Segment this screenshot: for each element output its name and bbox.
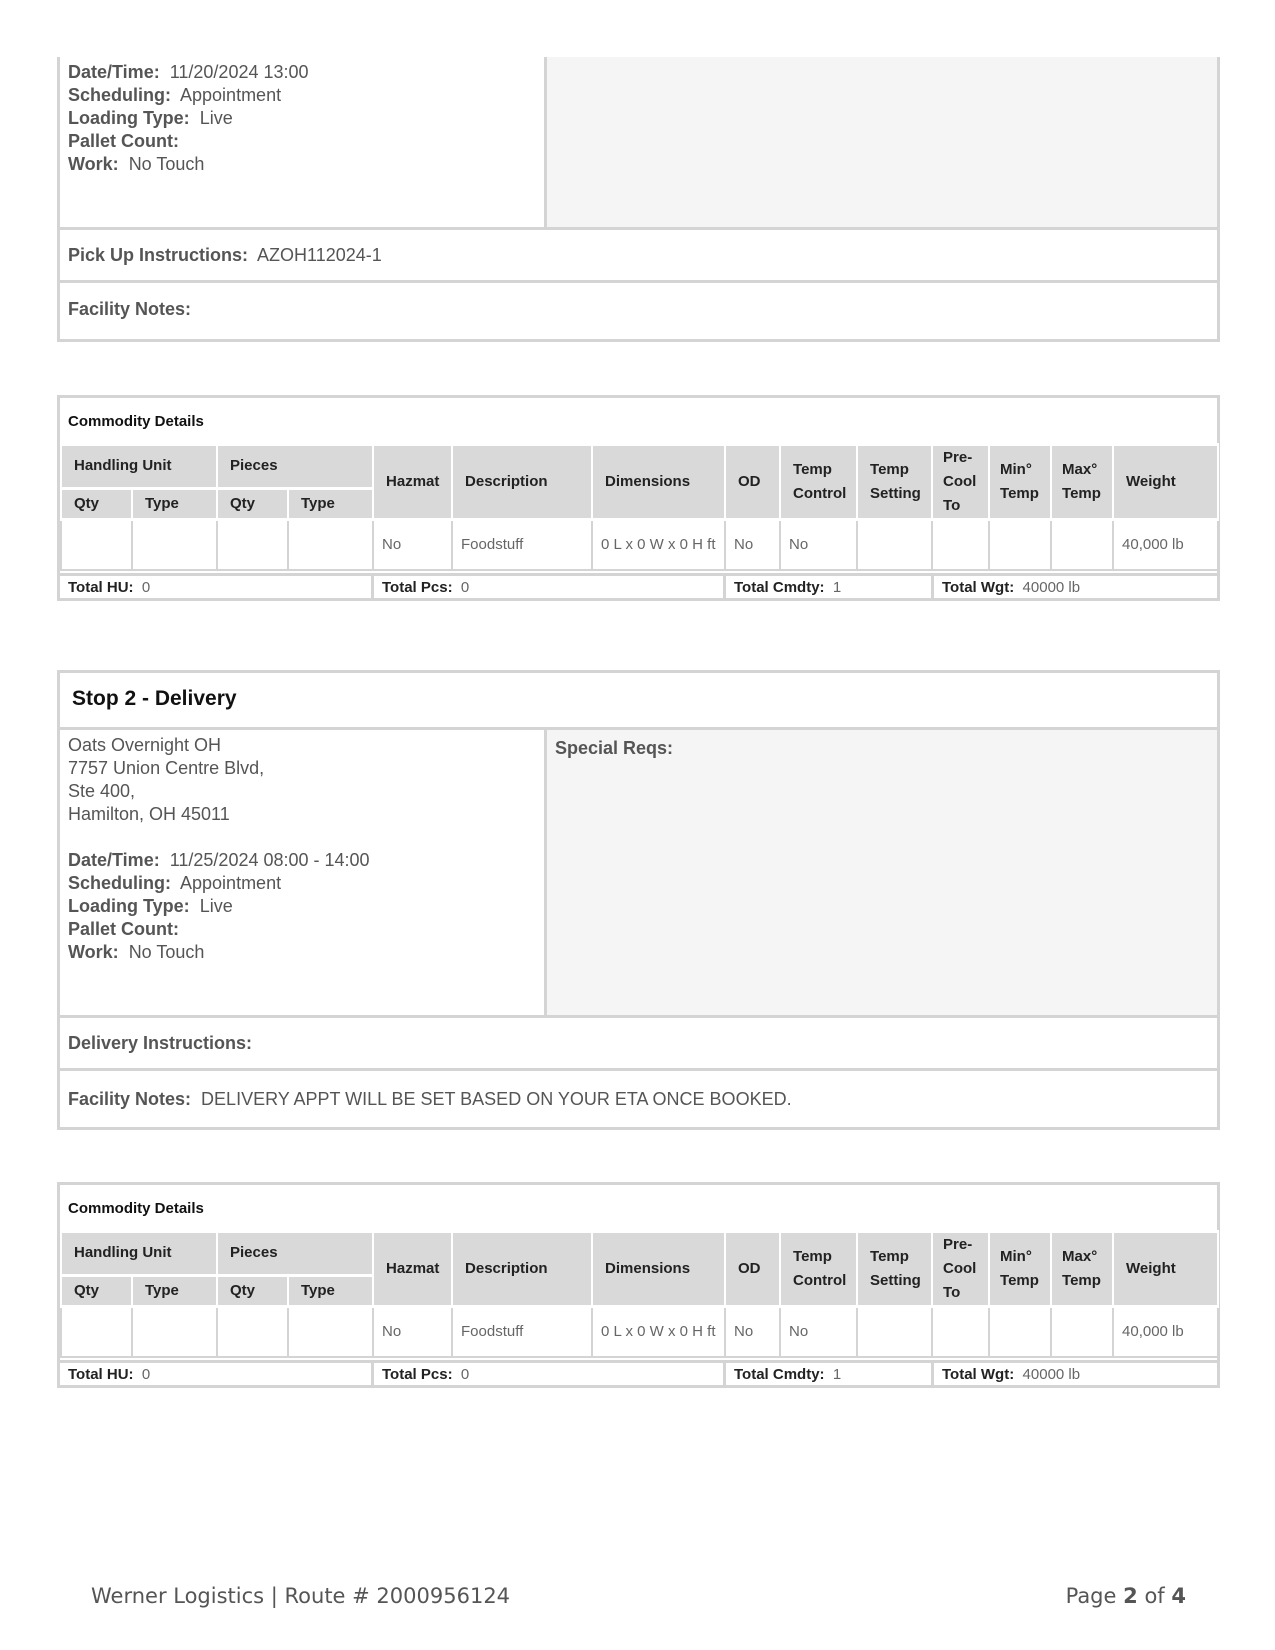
header-dimensions: Dimensions [592, 1232, 725, 1307]
stop1-section [57, 57, 1220, 342]
stop1-instructions [68, 245, 382, 266]
header-hu-type: Type [132, 488, 217, 519]
total-wgt: 40000 lb [1022, 1366, 1081, 1383]
stop2-datetime-label: Date/Time: [68, 850, 160, 870]
cell-pc-qty [217, 1307, 288, 1358]
header-weight: Weight [1113, 445, 1218, 520]
cell-hu-qty [61, 1307, 132, 1358]
header-od: OD [725, 445, 780, 520]
stop2-facility-label: Facility Notes: [68, 1089, 192, 1109]
header-pieces: Pieces [217, 445, 373, 489]
header-description: Description [452, 1232, 592, 1307]
total-hu: 0 [141, 1366, 151, 1383]
cell-pc-type [288, 1307, 373, 1358]
commodity-details-2 [57, 1182, 1220, 1388]
header-hu-qty: Qty [61, 1275, 132, 1306]
cell-max-temp [1051, 520, 1113, 571]
total-hu-label: Total HU: [68, 1366, 134, 1383]
stop2-section [57, 670, 1220, 1130]
commodity-title: Commodity Details [68, 413, 204, 430]
header-max-temp: Max° Temp [1051, 1232, 1113, 1307]
cell-min-temp [989, 1307, 1051, 1358]
header-temp-control: Temp Control [780, 445, 857, 520]
total-wgt-label: Total Wgt: [942, 579, 1015, 596]
page-of: of [1144, 1584, 1165, 1608]
header-temp-setting: Temp Setting [857, 1232, 932, 1307]
stop1-facility-notes [68, 299, 196, 320]
cell-hu-type [132, 520, 217, 571]
cell-temp-setting [857, 520, 932, 571]
header-od: OD [725, 1232, 780, 1307]
header-hu-qty: Qty [61, 488, 132, 519]
stop1-special-reqs-panel [544, 57, 1217, 227]
cell-weight: 40,000 lb [1113, 520, 1218, 571]
stop2-title: Stop 2 - Delivery [72, 687, 237, 710]
stop1-scheduling: Appointment [180, 85, 282, 105]
stop2-address-line: Ste 400, [68, 781, 136, 801]
stop2-datetime: 11/25/2024 08:00 - 14:00 [169, 850, 370, 870]
header-pre-cool: Pre-Cool To [932, 445, 989, 520]
divider [60, 227, 1217, 230]
footer-page-number [1066, 1584, 1186, 1608]
table-row [61, 520, 1218, 571]
commodity-totals [60, 1360, 1217, 1388]
footer-route: Werner Logistics | Route # 2000956124 [91, 1584, 511, 1608]
header-pieces: Pieces [217, 1232, 373, 1276]
stop1-loading: Live [199, 108, 233, 128]
cell-weight: 40,000 lb [1113, 1307, 1218, 1358]
divider [60, 1068, 1217, 1071]
stop1-instructions-label: Pick Up Instructions: [68, 245, 249, 265]
cell-hu-type [132, 1307, 217, 1358]
header-hazmat: Hazmat [373, 1232, 452, 1307]
cell-od: No [725, 520, 780, 571]
cell-pc-qty [217, 520, 288, 571]
cell-description: Foodstuff [452, 520, 592, 571]
header-description: Description [452, 445, 592, 520]
cell-min-temp [989, 520, 1051, 571]
stop1-scheduling-label: Scheduling: [68, 85, 171, 105]
total-pcs-label: Total Pcs: [382, 579, 453, 596]
cell-hazmat: No [373, 1307, 452, 1358]
cell-pc-type [288, 520, 373, 571]
total-pcs: 0 [460, 579, 470, 596]
header-pc-qty: Qty [217, 1275, 288, 1306]
total-cmdty: 1 [832, 579, 842, 596]
header-pc-type: Type [288, 488, 373, 519]
total-cmdty: 1 [832, 1366, 842, 1383]
total-cmdty-label: Total Cmdty: [734, 579, 825, 596]
total-hu-label: Total HU: [68, 579, 134, 596]
cell-pre-cool [932, 520, 989, 571]
header-pre-cool: Pre-Cool To [932, 1232, 989, 1307]
page-total: 4 [1171, 1584, 1186, 1608]
stop1-datetime-label: Date/Time: [68, 62, 160, 82]
stop2-facility-notes [68, 1089, 792, 1110]
cell-dimensions: 0 L x 0 W x 0 H ft [592, 1307, 725, 1358]
header-temp-control: Temp Control [780, 1232, 857, 1307]
header-hazmat: Hazmat [373, 445, 452, 520]
cell-hu-qty [61, 520, 132, 571]
cell-hazmat: No [373, 520, 452, 571]
stop2-loading-label: Loading Type: [68, 896, 190, 916]
header-pc-qty: Qty [217, 488, 288, 519]
stop2-instructions-label: Delivery Instructions: [68, 1033, 253, 1053]
stop2-instructions [68, 1033, 257, 1054]
header-dimensions: Dimensions [592, 445, 725, 520]
page-prefix: Page [1065, 1584, 1117, 1608]
total-hu: 0 [141, 579, 151, 596]
header-weight: Weight [1113, 1232, 1218, 1307]
stop2-work-label: Work: [68, 942, 119, 962]
stop2-scheduling-label: Scheduling: [68, 873, 171, 893]
stop1-details [60, 57, 543, 227]
stop2-scheduling: Appointment [180, 873, 282, 893]
table-row [61, 1307, 1218, 1358]
stop1-loading-label: Loading Type: [68, 108, 190, 128]
stop2-special-reqs-panel [544, 730, 1217, 1015]
header-max-temp: Max° Temp [1051, 445, 1113, 520]
header-min-temp: Min° Temp [989, 1232, 1051, 1307]
total-wgt-label: Total Wgt: [942, 1366, 1015, 1383]
commodity-totals [60, 573, 1217, 601]
header-pc-type: Type [288, 1275, 373, 1306]
stop2-pallet-label: Pallet Count: [68, 919, 179, 939]
stop1-facility-label: Facility Notes: [68, 299, 192, 319]
header-handling-unit: Handling Unit [61, 1232, 217, 1276]
commodity-details-1 [57, 395, 1220, 601]
stop1-instructions-value: AZOH112024-1 [257, 245, 382, 265]
header-handling-unit: Handling Unit [61, 445, 217, 489]
stop2-loading: Live [199, 896, 233, 916]
cell-temp-control: No [780, 1307, 857, 1358]
total-wgt: 40000 lb [1022, 579, 1081, 596]
cell-dimensions: 0 L x 0 W x 0 H ft [592, 520, 725, 571]
header-temp-setting: Temp Setting [857, 445, 932, 520]
cell-pre-cool [932, 1307, 989, 1358]
stop1-pallet-label: Pallet Count: [68, 131, 179, 151]
cell-description: Foodstuff [452, 1307, 592, 1358]
stop2-address-line: Oats Overnight OH [68, 735, 222, 755]
page-current: 2 [1123, 1584, 1138, 1608]
total-pcs: 0 [460, 1366, 470, 1383]
cell-temp-setting [857, 1307, 932, 1358]
cell-od: No [725, 1307, 780, 1358]
special-reqs-label: Special Reqs: [555, 738, 674, 758]
stop1-work: No Touch [128, 154, 205, 174]
commodity-table [60, 1230, 1219, 1358]
total-pcs-label: Total Pcs: [382, 1366, 453, 1383]
cell-temp-control: No [780, 520, 857, 571]
stop1-datetime: 11/20/2024 13:00 [169, 62, 309, 82]
header-hu-type: Type [132, 1275, 217, 1306]
stop2-address-line: 7757 Union Centre Blvd, [68, 758, 265, 778]
stop2-address-line: Hamilton, OH 45011 [68, 804, 230, 824]
commodity-title: Commodity Details [68, 1200, 204, 1217]
stop2-details [60, 730, 543, 1015]
total-cmdty-label: Total Cmdty: [734, 1366, 825, 1383]
divider [60, 1015, 1217, 1018]
cell-max-temp [1051, 1307, 1113, 1358]
header-min-temp: Min° Temp [989, 445, 1051, 520]
divider [60, 280, 1217, 283]
stop2-work: No Touch [128, 942, 205, 962]
stop2-facility-value: DELIVERY APPT WILL BE SET BASED ON YOUR ETA ONCE BOOKED. [201, 1089, 792, 1109]
stop1-work-label: Work: [68, 154, 119, 174]
commodity-table [60, 443, 1219, 571]
